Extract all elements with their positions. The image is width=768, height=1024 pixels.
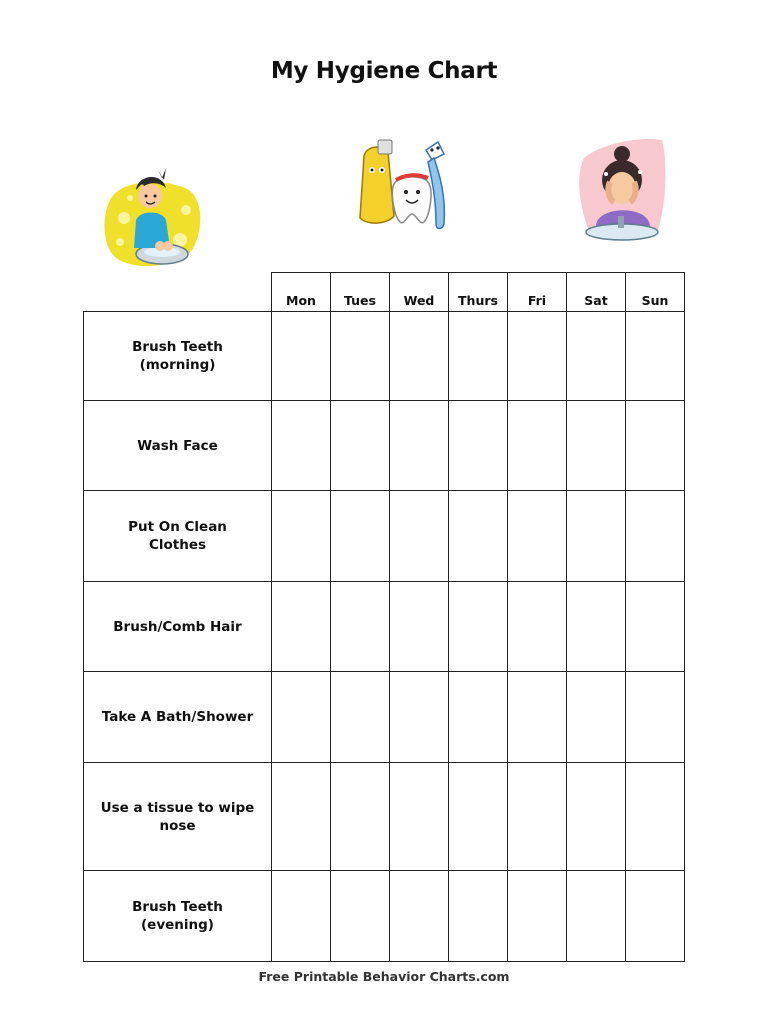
checkbox-cell-fri[interactable]: [508, 672, 567, 763]
hygiene-chart-table: [83, 272, 685, 962]
table-row: [84, 491, 685, 582]
day-header-thurs: Thurs: [449, 273, 508, 312]
checkbox-cell-mon[interactable]: [272, 312, 331, 401]
checkbox-cell-sat[interactable]: [567, 871, 626, 962]
checkbox-cell-tues[interactable]: [331, 491, 390, 582]
checkbox-cell-wed[interactable]: [390, 401, 449, 491]
checkbox-cell-thurs[interactable]: [449, 401, 508, 491]
table-row: [84, 582, 685, 672]
day-header-mon: Mon: [272, 273, 331, 312]
checkbox-cell-fri[interactable]: [508, 401, 567, 491]
checkbox-cell-sun[interactable]: [626, 582, 685, 672]
checkbox-cell-wed[interactable]: [390, 312, 449, 401]
table-row: [84, 672, 685, 763]
checkbox-cell-sun[interactable]: [626, 312, 685, 401]
checkbox-cell-sat[interactable]: [567, 401, 626, 491]
checkbox-cell-fri[interactable]: [508, 582, 567, 672]
checkbox-cell-fri[interactable]: [508, 491, 567, 582]
checkbox-cell-sat[interactable]: [567, 672, 626, 763]
checkbox-cell-fri[interactable]: [508, 871, 567, 962]
page-title: My Hygiene Chart: [270, 58, 498, 84]
day-header-sun: Sun: [626, 273, 685, 312]
checkbox-cell-sun[interactable]: [626, 401, 685, 491]
task-label: Use a tissue to wipe nose: [84, 763, 272, 871]
task-label: Put On Clean Clothes: [84, 491, 272, 582]
checkbox-cell-wed[interactable]: [390, 871, 449, 962]
boy-washing-hands-icon: [100, 160, 204, 272]
checkbox-cell-thurs[interactable]: [449, 763, 508, 871]
checkbox-cell-tues[interactable]: [331, 401, 390, 491]
checkbox-cell-sun[interactable]: [626, 763, 685, 871]
girl-washing-face-icon: [570, 134, 674, 244]
header-row: [84, 273, 685, 312]
checkbox-cell-sat[interactable]: [567, 491, 626, 582]
task-label: Wash Face: [84, 401, 272, 491]
checkbox-cell-sat[interactable]: [567, 763, 626, 871]
checkbox-cell-sat[interactable]: [567, 582, 626, 672]
day-header-wed: Wed: [390, 273, 449, 312]
checkbox-cell-mon[interactable]: [272, 763, 331, 871]
checkbox-cell-mon[interactable]: [272, 401, 331, 491]
checkbox-cell-thurs[interactable]: [449, 672, 508, 763]
table-row: [84, 871, 685, 962]
checkbox-cell-thurs[interactable]: [449, 491, 508, 582]
checkbox-cell-fri[interactable]: [508, 763, 567, 871]
checkbox-cell-mon[interactable]: [272, 871, 331, 962]
day-header-sat: Sat: [567, 273, 626, 312]
checkbox-cell-sun[interactable]: [626, 871, 685, 962]
checkbox-cell-thurs[interactable]: [449, 582, 508, 672]
checkbox-cell-thurs[interactable]: [449, 871, 508, 962]
checkbox-cell-wed[interactable]: [390, 491, 449, 582]
task-label: Brush/Comb Hair: [84, 582, 272, 672]
table-row: [84, 763, 685, 871]
checkbox-cell-tues[interactable]: [331, 312, 390, 401]
checkbox-cell-sun[interactable]: [626, 491, 685, 582]
task-label: Take A Bath/Shower: [84, 672, 272, 763]
checkbox-cell-mon[interactable]: [272, 491, 331, 582]
checkbox-cell-tues[interactable]: [331, 672, 390, 763]
checkbox-cell-sun[interactable]: [626, 672, 685, 763]
table-row: [84, 401, 685, 491]
checkbox-cell-wed[interactable]: [390, 763, 449, 871]
table-row: [84, 312, 685, 401]
checkbox-cell-wed[interactable]: [390, 582, 449, 672]
task-label: Brush Teeth (morning): [84, 312, 272, 401]
checkbox-cell-sat[interactable]: [567, 312, 626, 401]
checkbox-cell-mon[interactable]: [272, 672, 331, 763]
checkbox-cell-thurs[interactable]: [449, 312, 508, 401]
toothpaste-toothbrush-tooth-icon: [348, 136, 456, 234]
checkbox-cell-tues[interactable]: [331, 871, 390, 962]
checkbox-cell-tues[interactable]: [331, 763, 390, 871]
task-label: Brush Teeth (evening): [84, 871, 272, 962]
day-header-tues: Tues: [331, 273, 390, 312]
checkbox-cell-mon[interactable]: [272, 582, 331, 672]
checkbox-cell-fri[interactable]: [508, 312, 567, 401]
checkbox-cell-tues[interactable]: [331, 582, 390, 672]
day-header-fri: Fri: [508, 273, 567, 312]
footer-credit: Free Printable Behavior Charts.com: [258, 969, 510, 984]
corner-cell: [84, 273, 272, 312]
checkbox-cell-wed[interactable]: [390, 672, 449, 763]
